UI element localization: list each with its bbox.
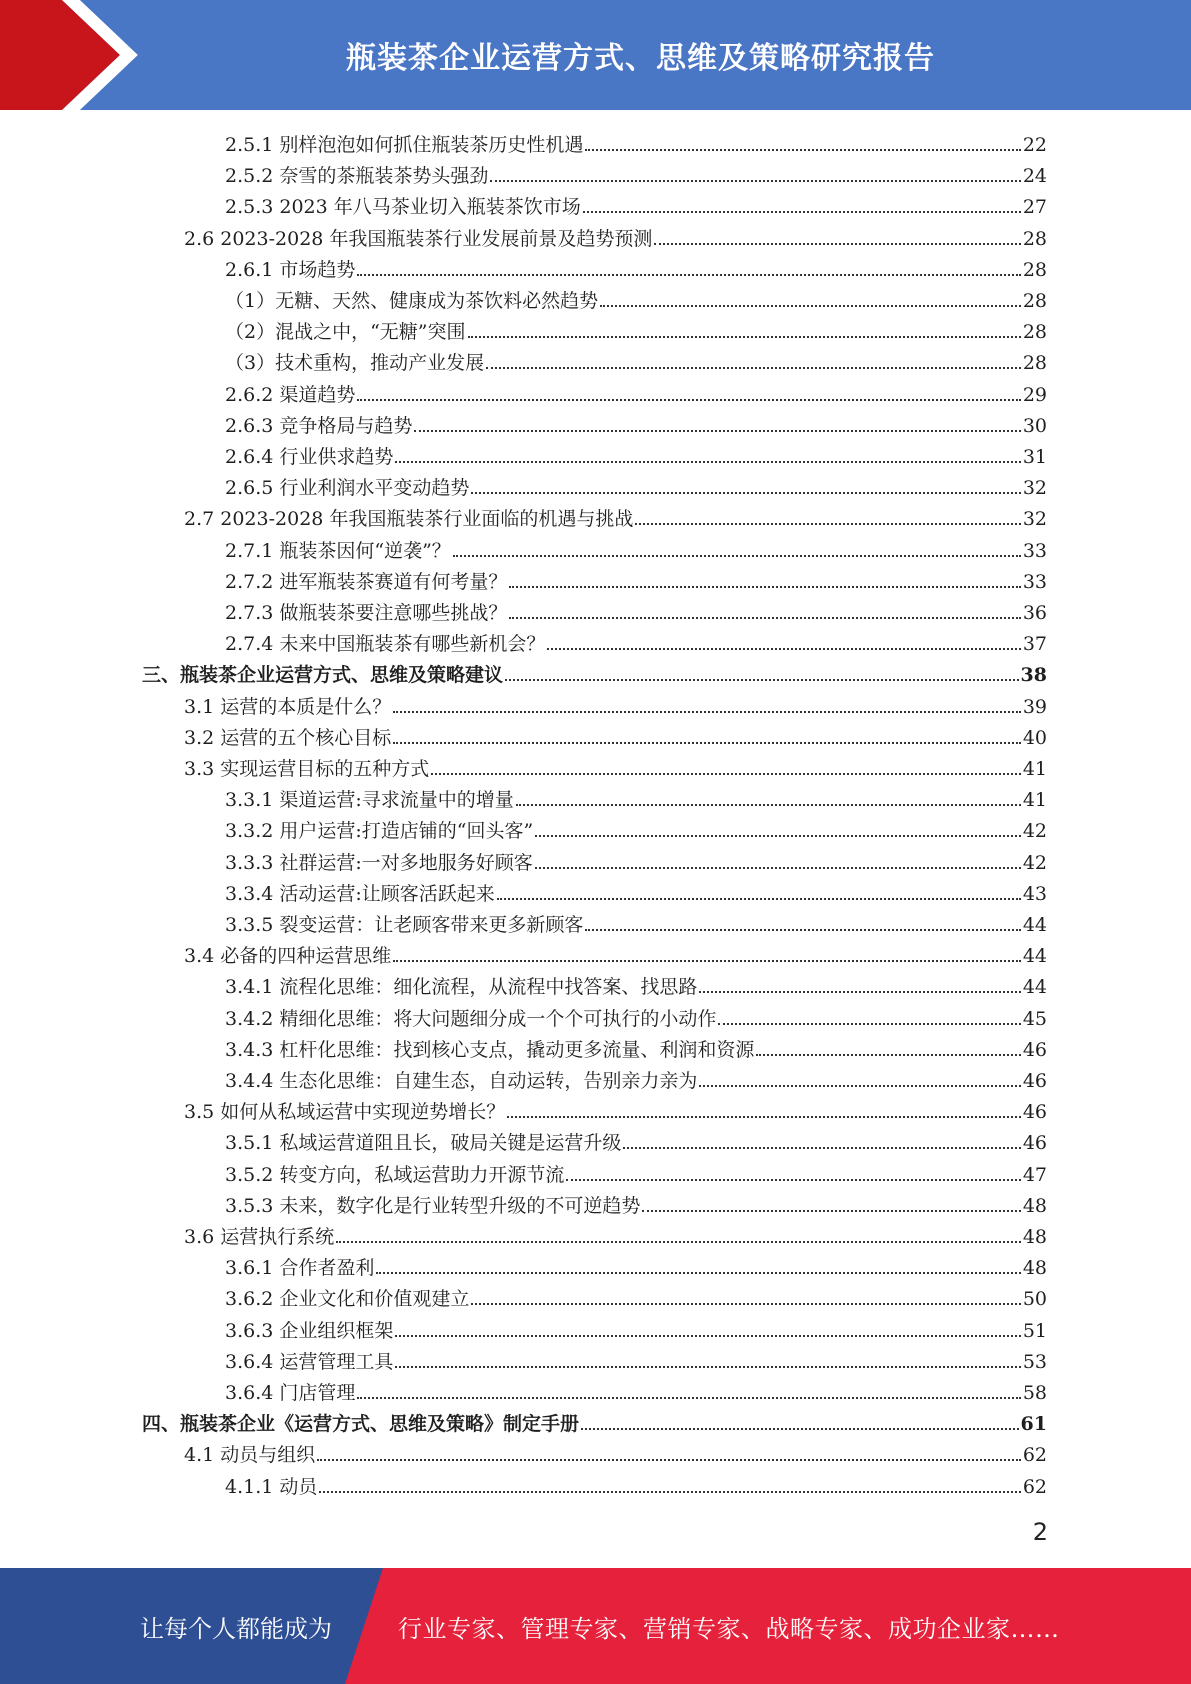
footer-slogan-left: 让每个人都能成为 — [140, 1614, 332, 1643]
toc-entry-title: 3.6.2 企业文化和价值观建立 — [225, 1288, 470, 1311]
toc-entry-page: 61 — [1020, 1413, 1047, 1436]
toc-entry-title: 3.4.4 生态化思维：自建生态，自动运转，告别亲力亲为 — [225, 1070, 698, 1092]
toc-entry[interactable] — [225, 564, 1047, 595]
toc-entry-page: 38 — [1020, 664, 1047, 687]
toc-entry-page: 33 — [1022, 570, 1047, 593]
toc-dot-leader — [453, 555, 1021, 557]
toc-entry-page: 32 — [1022, 477, 1047, 500]
toc-entry[interactable] — [225, 969, 1047, 1000]
toc-entry[interactable] — [225, 345, 1047, 376]
toc-entry-page: 40 — [1022, 726, 1047, 749]
toc-entry-title: 2.5.3 2023 年八马茶业切入瓶装茶饮市场 — [225, 196, 581, 219]
toc-entry-page: 30 — [1022, 414, 1047, 437]
toc-dot-leader — [471, 492, 1020, 494]
toc-entry-page: 28 — [1022, 227, 1047, 250]
toc-entry-title: 2.6.2 渠道趋势 — [225, 383, 356, 406]
toc-entry-page: 24 — [1022, 165, 1047, 188]
toc-dot-leader — [583, 211, 1021, 213]
toc-entry[interactable] — [225, 439, 1047, 470]
toc-entry-title: （1）无糖、天然、健康成为茶饮料必然趋势 — [225, 290, 599, 312]
toc-entry[interactable] — [225, 1001, 1047, 1032]
toc-entry-title: 3.3.3 社群运营:一对多地服务好顾客 — [225, 851, 533, 874]
toc-entry-page: 46 — [1022, 1101, 1047, 1124]
toc-dot-leader — [497, 898, 1021, 900]
toc-entry-title: 2.7.3 做瓶装茶要注意哪些挑战？ — [225, 602, 508, 624]
toc-dot-leader — [623, 1147, 1020, 1149]
page-footer — [0, 1568, 1191, 1684]
toc-entry-title: 三、瓶装茶企业运营方式、思维及策略建议 — [142, 664, 504, 687]
toc-dot-leader — [486, 367, 1021, 369]
toc-entry-page: 37 — [1022, 633, 1047, 656]
toc-entry-title: （3）技术重构，推动产业发展 — [225, 352, 485, 375]
toc-entry-page: 28 — [1022, 321, 1047, 344]
toc-entry-page: 41 — [1022, 758, 1047, 780]
toc-entry-page: 43 — [1022, 882, 1047, 905]
toc-entry-page: 27 — [1022, 196, 1047, 219]
toc-entry[interactable] — [184, 501, 1047, 532]
toc-dot-leader — [376, 1272, 1020, 1274]
toc-dot-leader — [393, 960, 1021, 962]
toc-entry-title: 四、瓶装茶企业《运营方式、思维及策略》制定手册 — [142, 1413, 580, 1436]
toc-entry-page: 44 — [1022, 945, 1047, 968]
toc-entry-title: 3.6.1 合作者盈利 — [225, 1257, 375, 1280]
toc-entry[interactable] — [184, 1094, 1047, 1125]
toc-entry-title: 3.3.4 活动运营:让顾客活跃起来 — [225, 882, 495, 905]
toc-dot-leader — [505, 679, 1019, 681]
toc-entry-title: 3.5.1 私域运营道阻且长，破局关键是运营升级 — [225, 1132, 622, 1155]
toc-entry-page: 58 — [1022, 1382, 1047, 1404]
toc-entry-title: 2.6.1 市场趋势 — [225, 258, 356, 281]
toc-entry-page: 28 — [1022, 352, 1047, 375]
toc-entry-title: 2.7.2 进军瓶装茶赛道有何考量？ — [225, 570, 508, 593]
toc-entry-title: 3.5 如何从私域运营中实现逆势增长？ — [184, 1101, 506, 1124]
toc-dot-leader — [535, 835, 1021, 837]
toc-entry[interactable] — [184, 1437, 1047, 1468]
toc-entry[interactable] — [184, 1219, 1047, 1250]
toc-entry-page: 48 — [1022, 1194, 1047, 1217]
toc-entry-title: 3.5.3 未来，数字化是行业转型升级的不可逆趋势 — [225, 1194, 641, 1217]
toc-dot-leader — [756, 1054, 1020, 1056]
toc-entry[interactable] — [225, 283, 1047, 314]
toc-entry-title: 3.3.2 用户运营:打造店铺的“回头客” — [225, 820, 534, 843]
toc-entry[interactable] — [225, 813, 1047, 844]
toc-entry[interactable] — [225, 1063, 1047, 1094]
toc-entry-title: 3.4.1 流程化思维：细化流程，从流程中找答案、找思路 — [225, 976, 698, 999]
toc-entry-title: 2.6.4 行业供求趋势 — [225, 446, 394, 468]
toc-entry-title: 3.3.5 裂变运营：让老顾客带来更多新顾客 — [225, 914, 584, 936]
toc-entry[interactable] — [225, 626, 1047, 657]
page-number: 2 — [1032, 1518, 1048, 1546]
toc-entry[interactable] — [225, 907, 1047, 938]
toc-dot-leader — [718, 1023, 1020, 1025]
toc-entry-title: 3.2 运营的五个核心目标 — [184, 726, 392, 749]
toc-entry-page: 62 — [1022, 1475, 1047, 1498]
toc-entry[interactable] — [225, 1250, 1047, 1281]
toc-dot-leader — [516, 804, 1021, 806]
toc-entry-title: 3.5.2 转变方向，私域运营助力开源节流 — [225, 1163, 565, 1186]
toc-dot-leader — [581, 1428, 1019, 1430]
toc-entry-title: 3.4.3 杠杆化思维：找到核心支点，撬动更多流量、利润和资源 — [225, 1038, 755, 1061]
toc-entry-page: 22 — [1022, 134, 1047, 156]
toc-dot-leader — [507, 1116, 1021, 1118]
toc-dot-leader — [600, 305, 1021, 307]
toc-dot-leader — [357, 274, 1020, 276]
toc-dot-leader — [431, 773, 1021, 775]
toc-dot-leader — [585, 929, 1020, 931]
toc-entry[interactable] — [225, 470, 1047, 501]
toc-entry[interactable] — [225, 377, 1047, 408]
toc-entry-page: 50 — [1022, 1288, 1047, 1311]
toc-entry[interactable] — [225, 1313, 1047, 1344]
toc-entry[interactable] — [225, 252, 1047, 283]
toc-entry-title: 2.5.1 别样泡泡如何抓住瓶装茶历史性机遇 — [225, 134, 584, 156]
toc-entry[interactable] — [184, 689, 1047, 720]
toc-entry-title: 4.1.1 动员 — [225, 1475, 318, 1498]
toc-entry[interactable] — [225, 1469, 1047, 1500]
toc-entry-page: 44 — [1022, 914, 1047, 936]
toc-entry[interactable] — [225, 1188, 1047, 1219]
toc-entry-page: 53 — [1022, 1350, 1047, 1373]
report-title: 瓶装茶企业运营方式、思维及策略研究报告 — [346, 41, 935, 76]
toc-entry[interactable] — [225, 158, 1047, 189]
toc-entry[interactable] — [225, 408, 1047, 439]
toc-entry[interactable] — [225, 876, 1047, 907]
toc-entry-title: 3.1 运营的本质是什么？ — [184, 695, 392, 718]
toc-entry-title: 3.4 必备的四种运营思维 — [184, 945, 392, 968]
toc-dot-leader — [393, 711, 1021, 713]
toc-dot-leader — [654, 243, 1020, 245]
toc-dot-leader — [509, 586, 1020, 588]
header-arrow-decoration — [0, 0, 150, 110]
toc-entry-title: 2.7.4 未来中国瓶装茶有哪些新机会？ — [225, 633, 546, 656]
toc-dot-leader — [357, 1397, 1020, 1399]
toc-entry-title: 2.6 2023-2028 年我国瓶装茶行业发展前景及趋势预测 — [184, 227, 653, 250]
toc-entry[interactable] — [225, 314, 1047, 345]
toc-entry[interactable] — [225, 127, 1047, 158]
toc-entry-page: 31 — [1022, 446, 1047, 468]
toc-entry-page: 33 — [1022, 539, 1047, 562]
toc-entry-title: 3.3.1 渠道运营:寻求流量中的增量 — [225, 789, 514, 812]
toc-entry-title: 3.6 运营执行系统 — [184, 1226, 335, 1248]
toc-dot-leader — [317, 1459, 1021, 1461]
toc-entry[interactable] — [225, 1281, 1047, 1312]
toc-dot-leader — [395, 461, 1020, 463]
toc-entry-title: 3.6.4 运营管理工具 — [225, 1350, 394, 1373]
toc-dot-leader — [535, 867, 1021, 869]
toc-entry[interactable] — [225, 533, 1047, 564]
toc-entry[interactable] — [225, 1157, 1047, 1188]
toc-dot-leader — [699, 991, 1020, 993]
toc-dot-leader — [319, 1491, 1020, 1493]
toc-dot-leader — [566, 1179, 1020, 1181]
toc-dot-leader — [509, 617, 1020, 619]
toc-entry[interactable] — [225, 1344, 1047, 1375]
toc-entry-title: 2.5.2 奈雪的茶瓶装茶势头强劲 — [225, 165, 489, 188]
toc-entry-title: 2.6.5 行业利润水平变动趋势 — [225, 477, 470, 500]
toc-entry-page: 46 — [1022, 1132, 1047, 1155]
toc-entry-page: 48 — [1022, 1257, 1047, 1280]
toc-entry-title: 3.6.3 企业组织框架 — [225, 1319, 394, 1342]
toc-dot-leader — [414, 430, 1020, 432]
toc-entry-title: 2.7.1 瓶装茶因何“逆袭”？ — [225, 539, 451, 562]
toc-entry-page: 45 — [1022, 1007, 1047, 1030]
toc-entry[interactable] — [184, 221, 1047, 252]
toc-entry-page: 28 — [1022, 290, 1047, 312]
toc-entry[interactable] — [184, 720, 1047, 751]
toc-entry[interactable] — [184, 938, 1047, 969]
toc-entry-page: 36 — [1022, 602, 1047, 624]
toc-entry-page: 51 — [1022, 1319, 1047, 1342]
toc-dot-leader — [395, 1366, 1020, 1368]
toc-entry[interactable] — [225, 189, 1047, 220]
toc-entry-page: 46 — [1022, 1038, 1047, 1061]
toc-dot-leader — [395, 1335, 1020, 1337]
toc-entry-page: 29 — [1022, 383, 1047, 406]
footer-slogan-right: 行业专家、管理专家、营销专家、战略专家、成功企业家…… — [398, 1614, 1060, 1643]
toc-entry-page: 47 — [1022, 1163, 1047, 1186]
toc-dot-leader — [468, 336, 1021, 338]
toc-entry[interactable] — [142, 1406, 1047, 1437]
toc-dot-leader — [642, 1210, 1020, 1212]
toc-entry-title: 3.6.4 门店管理 — [225, 1382, 356, 1404]
toc-entry-page: 42 — [1022, 820, 1047, 843]
toc-entry-title: （2）混战之中，“无糖”突围 — [225, 321, 466, 344]
toc-entry[interactable] — [225, 1032, 1047, 1063]
toc-entry-title: 2.6.3 竞争格局与趋势 — [225, 414, 413, 437]
toc-entry-page: 39 — [1022, 695, 1047, 718]
toc-dot-leader — [471, 1303, 1020, 1305]
toc-dot-leader — [547, 648, 1020, 650]
page-header — [0, 0, 1191, 110]
toc-entry-title: 3.3 实现运营目标的五种方式 — [184, 758, 430, 780]
toc-entry-page: 46 — [1022, 1070, 1047, 1092]
toc-entry-title: 2.7 2023-2028 年我国瓶装茶行业面临的机遇与挑战 — [184, 508, 634, 531]
toc-entry-page: 32 — [1022, 508, 1047, 531]
toc-entry-page: 28 — [1022, 258, 1047, 281]
toc-dot-leader — [585, 149, 1020, 151]
toc-entry-title: 3.4.2 精细化思维：将大问题细分成一个个可执行的小动作 — [225, 1007, 717, 1030]
toc-entry-page: 41 — [1022, 789, 1047, 812]
toc-entry-title: 4.1 动员与组织 — [184, 1444, 316, 1467]
toc-dot-leader — [357, 399, 1020, 401]
toc-entry-page: 44 — [1022, 976, 1047, 999]
toc-dot-leader — [490, 180, 1020, 182]
toc-entry-page: 48 — [1022, 1226, 1047, 1248]
toc-entry[interactable] — [184, 751, 1047, 782]
toc-entry-page: 62 — [1022, 1444, 1047, 1467]
toc-entry[interactable] — [225, 845, 1047, 876]
toc-dot-leader — [336, 1241, 1021, 1243]
toc-entry-page: 42 — [1022, 851, 1047, 874]
toc-dot-leader — [393, 742, 1021, 744]
toc-entry[interactable] — [142, 657, 1047, 688]
toc-dot-leader — [699, 1085, 1020, 1087]
toc-entry[interactable] — [225, 595, 1047, 626]
toc-entry[interactable] — [225, 1125, 1047, 1156]
toc-dot-leader — [635, 523, 1020, 525]
toc-entry[interactable] — [225, 782, 1047, 813]
toc-entry[interactable] — [225, 1375, 1047, 1406]
